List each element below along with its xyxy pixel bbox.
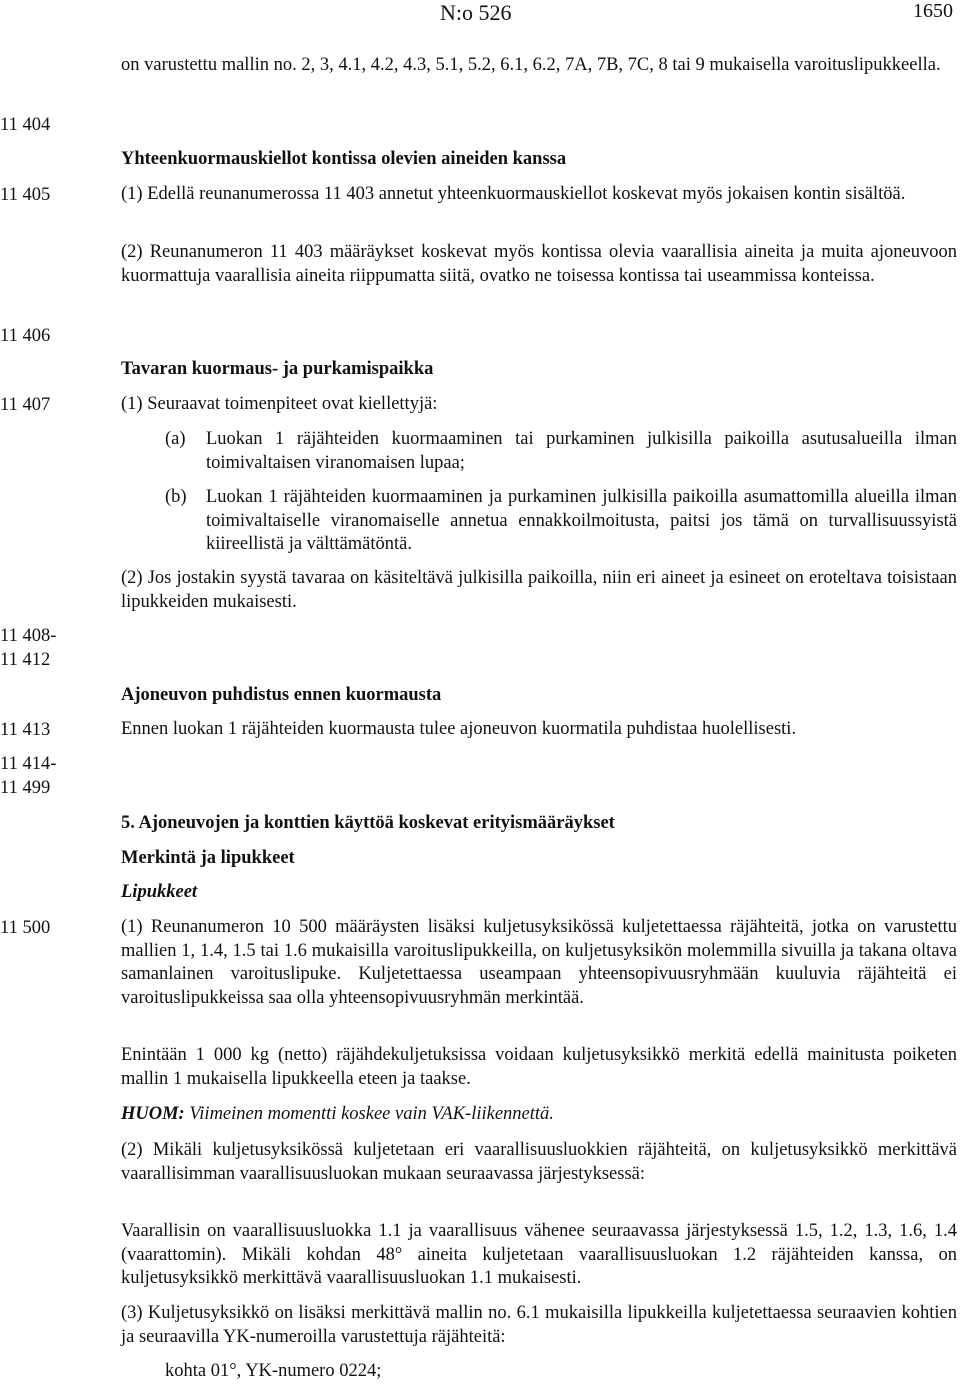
margin-number-11405: 11 405 — [0, 185, 51, 205]
heading-tavaran-kuormaus: Tavaran kuormaus- ja purkamispaikka — [121, 359, 434, 379]
paragraph-11413: Ennen luokan 1 räjähteiden kuormausta tulee ajoneuvon kuormatila puhdistaa huolellisesti. — [121, 719, 797, 739]
intro-paragraph: on varustettu mallin no. 2, 3, 4.1, 4.2, 4.3, 5.1, 5.2, 6.1, 6.2, 7A, 7B, 7C, 8 tai 9 mukaisella varoituslipukkeella. — [121, 55, 941, 75]
heading-lipukkeet: Lipukkeet — [121, 882, 198, 902]
heading-merkinta-ja-lipukkeet: Merkintä ja lipukkeet — [121, 848, 295, 868]
heading-ajoneuvon-puhdistus: Ajoneuvon puhdistus ennen kuormausta — [121, 685, 442, 705]
note-huom-label: HUOM: — [121, 1104, 185, 1124]
note-huom — [121, 1103, 957, 1127]
margin-number-11500: 11 500 — [0, 918, 51, 938]
paragraph-enintaan: Enintään 1 000 kg (netto) räjähdekuljetuksissa voidaan kuljetusyksikkö merkitä edellä mainitusta poiketen mallin 1 mukaisella lipukkeella eteen ja taakse. — [121, 1045, 957, 1089]
margin-number-11408-start: 11 408- — [0, 626, 57, 646]
list-item-a — [165, 428, 957, 475]
list-item-a-text: Luokan 1 räjähteiden kuormaaminen tai purkaminen julkisilla paikoilla asutusalueilla ilman toimivaltaisen viranomaisen lupaa; — [206, 429, 957, 473]
list-item-b — [165, 486, 957, 557]
paragraph-11405-2: (2) Reunanumeron 11 403 määräykset koskevat myös kontissa olevia vaarallisia aineita ja muita ajoneuvoon kuormattuja vaarallisia aineita riippumatta siitä, ovatko ne toisessa kontissa tai useammissa konteissa. — [121, 242, 957, 286]
paragraph-11500-1: (1) Reunanumeron 10 500 määräysten lisäksi kuljetusyksikössä kuljetettaessa räjähteitä, jotka on varustettu mallien 1, 1.4, 1.5 tai 1.6 mukaisilla varoituslipukkeilla, on kuljetusyksikön molemmilla sivuilla ja takana oltava samanlainen varoituslipuke. Kuljetettaessa useampaan yhteensopivuusryhmään kuuluvia räjähteitä ei varoituslipukkeissa saa olla yhteensopivuusryhmän merkintää. — [121, 917, 957, 1008]
margin-number-11413: 11 413 — [0, 720, 51, 740]
paragraph-11407-2: (2) Jos jostakin syystä tavaraa on käsiteltävä julkisilla paikoilla, niin eri aineet ja esineet on eroteltava toisistaan lipukkeiden mukaisesti. — [121, 568, 957, 612]
heading-yhteenkuormauskiellot: Yhteenkuormauskiellot kontissa olevien aineiden kanssa — [121, 149, 567, 169]
page-number: 1650 — [913, 0, 953, 22]
margin-number-11406: 11 406 — [0, 326, 51, 346]
margin-number-11404: 11 404 — [0, 115, 51, 135]
margin-number-11414-end: 11 499 — [0, 778, 51, 798]
margin-number-11414-start: 11 414- — [0, 754, 57, 774]
paragraph-kohta-01: kohta 01°, YK-numero 0224; — [165, 1361, 382, 1381]
document-number: N:o 526 — [440, 0, 512, 25]
list-item-b-label: (b) — [165, 487, 187, 507]
list-item-a-label: (a) — [165, 429, 186, 449]
paragraph-11405-1: (1) Edellä reunanumerossa 11 403 annetut yhteenkuormauskiellot koskevat myös jokaisen kontin sisältöä. — [121, 184, 906, 204]
paragraph-vaarallisin: Vaarallisin on vaarallisuusluokka 1.1 ja vaarallisuus vähenee seuraavassa järjestyksessä 1.5, 1.2, 1.3, 1.6, 1.4 (vaarattomin). Mikäli kohdan 48° aineita kuljetetaan vaarallisuusluokan 1.2 räjähteiden kanssa, on kuljetusyksikkö merkittävä vaarallisuusluokan 1.1 mukaisesti. — [121, 1221, 957, 1288]
paragraph-11500-3: (3) Kuljetusyksikkö on lisäksi merkittävä mallin no. 6.1 mukaisilla lipukkeilla kuljetettaessa seuraavien kohtien ja seuraavilla YK-numeroilla varustettuja räjähteitä: — [121, 1303, 957, 1347]
margin-number-11408-end: 11 412 — [0, 650, 51, 670]
heading-section-5: 5. Ajoneuvojen ja konttien käyttöä koskevat erityismääräykset — [121, 813, 615, 833]
paragraph-11500-2: (2) Mikäli kuljetusyksikössä kuljetetaan eri vaarallisuusluokkien räjähteitä, on kuljetusyksikkö merkittävä vaarallisimman vaarallisuusluokan mukaan seuraavassa järjestyksessä: — [121, 1140, 957, 1184]
note-huom-text: Viimeinen momentti koskee vain VAK-liikennettä. — [184, 1104, 554, 1124]
paragraph-11407-1: (1) Seuraavat toimenpiteet ovat kiellettyjä: — [121, 394, 438, 414]
list-item-b-text: Luokan 1 räjähteiden kuormaaminen ja purkaminen julkisilla paikoilla asumattomilla alueilla ilman toimivaltaiselle viranomaiselle annetua ennakkoilmoitusta, paitsi jos tämä on turvallisuussyistä kiireellistä ja välttämätöntä. — [206, 487, 957, 554]
margin-number-11407: 11 407 — [0, 395, 51, 415]
